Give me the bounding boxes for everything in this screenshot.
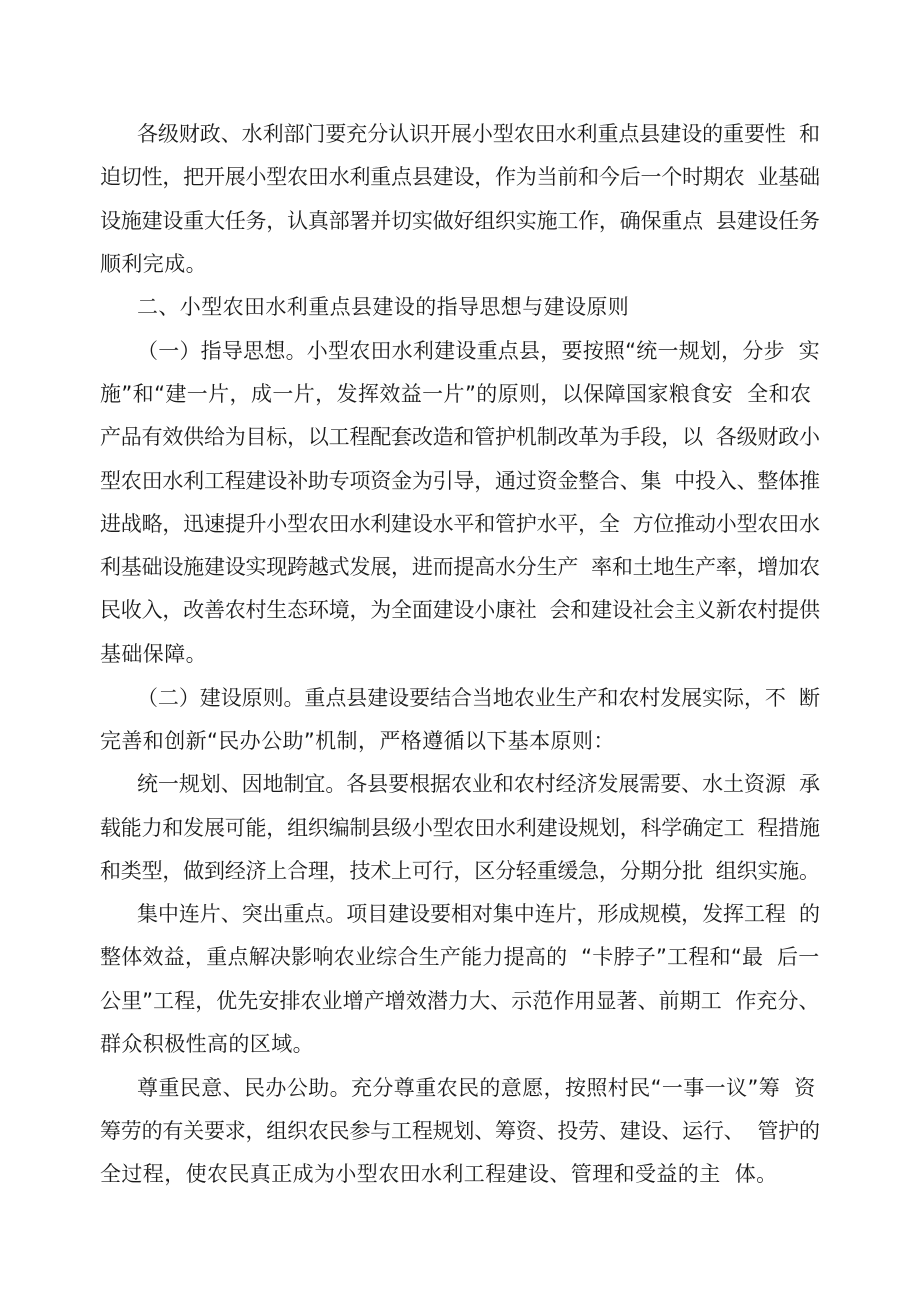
text-line: 载能力和发展可能，组织编制县级小型农田水利建设规划，科学确定工 程措施 (100, 816, 820, 840)
text-line: 顺利完成。 (100, 252, 207, 276)
text-line: （一）指导思想。小型农田水利建设重点县，要按照“统一规划，分步 实 (137, 339, 820, 363)
text-line: 型农田水利工程建设补助专项资金为引导，通过资金整合、集 中投入、整体推 (100, 469, 820, 493)
text-line: 二、小型农田水利重点县建设的指导思想与建设原则 (137, 295, 630, 319)
text-line: 和类型，做到经济上合理，技术上可行，区分轻重缓急，分期分批 组织实施。 (100, 859, 820, 883)
text-line: 尊重民意、民办公助。充分尊重农民的意愿，按照村民“一事一议”筹 资 (137, 1076, 816, 1100)
text-line: 集中连片、突出重点。项目建设要相对集中连片，形成规模，发挥工程 的 (137, 902, 820, 926)
text-line: 统一规划、因地制宜。各县要根据农业和农村经济发展需要、水土资源 承 (137, 772, 820, 796)
text-line: 完善和创新“民办公助”机制，严格遵循以下基本原则： (100, 729, 615, 753)
text-line: 利基础设施建设实现跨越式发展，进而提高水分生产 率和土地生产率，增加农 (100, 555, 820, 579)
text-line: 筹劳的有关要求，组织农民参与工程规划、筹资、投劳、建设、运行、 管护的 (100, 1119, 820, 1143)
text-line: 群众积极性高的区域。 (100, 1032, 314, 1056)
text-line: （二）建设原则。重点县建设要结合当地农业生产和农村发展实际，不 断 (137, 686, 820, 710)
text-line: 基础保障。 (100, 642, 207, 666)
text-line: 各级财政、水利部门要充分认识开展小型农田水利重点县建设的重要性 和 (137, 122, 820, 146)
text-line: 进战略，迅速提升小型农田水利建设水平和管护水平，全 方位推动小型农田水 (100, 512, 820, 536)
text-line: 设施建设重大任务，认真部署并切实做好组织实施工作，确保重点 县建设任务 (100, 209, 820, 233)
text-line: 产品有效供给为目标，以工程配套改造和管护机制改革为手段，以 各级财政小 (100, 425, 820, 449)
text-line: 公里”工程，优先安排农业增产增效潜力大、示范作用显著、前期工 作充分、 (100, 989, 820, 1013)
text-line: 施”和“建一片，成一片，发挥效益一片”的原则，以保障国家粮食安 全和农 (100, 382, 812, 406)
text-line: 全过程，使农民真正成为小型农田水利工程建设、管理和受益的主 体。 (100, 1162, 778, 1186)
text-line: 民收入，改善农村生态环境，为全面建设小康社 会和建设社会主义新农村提供 (100, 598, 820, 622)
text-line: 迫切性，把开展小型农田水利重点县建设，作为当前和今后一个时期农 业基础 (100, 165, 820, 189)
text-line: 整体效益，重点解决影响农业综合生产能力提高的 “卡脖子”工程和“最 后一 (100, 945, 820, 969)
